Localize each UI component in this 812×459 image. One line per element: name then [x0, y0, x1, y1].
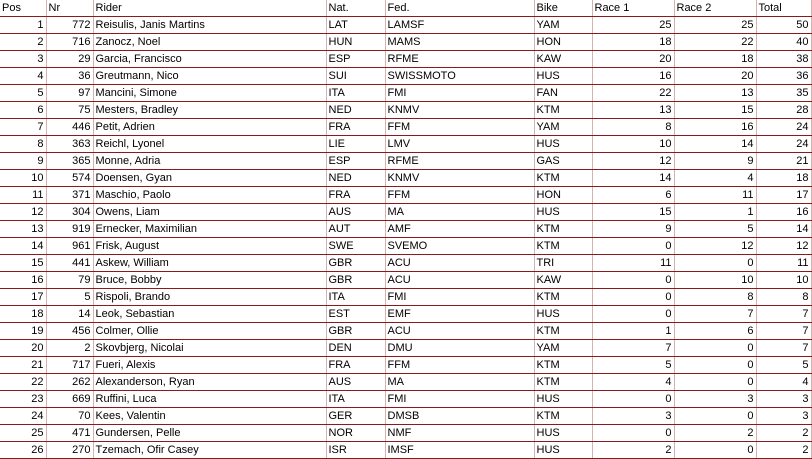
table-row [0, 85, 811, 102]
total-cell: 12 [756, 238, 811, 255]
total-cell: 2 [756, 425, 811, 442]
position-cell: 3 [0, 51, 46, 68]
total-cell: 35 [756, 85, 811, 102]
race-2-cell: 9 [674, 153, 756, 170]
rider-cell: Reisulis, Janis Martins [93, 17, 326, 34]
bike-cell: HUS [534, 204, 592, 221]
race-2-cell: 12 [674, 238, 756, 255]
position-cell: 7 [0, 119, 46, 136]
nationality-cell: AUT [326, 221, 385, 238]
race-2-cell: 11 [674, 187, 756, 204]
header-race-1: Race 1 [592, 0, 674, 17]
total-cell: 7 [756, 306, 811, 323]
total-cell: 5 [756, 357, 811, 374]
federation-cell: LAMSF [385, 17, 534, 34]
total-cell: 16 [756, 204, 811, 221]
nationality-cell: ESP [326, 153, 385, 170]
position-cell: 20 [0, 340, 46, 357]
federation-cell: FFM [385, 357, 534, 374]
federation-cell: RFME [385, 51, 534, 68]
number-cell: 29 [46, 51, 93, 68]
race-2-cell: 0 [674, 408, 756, 425]
nationality-cell: NED [326, 102, 385, 119]
race-1-cell: 9 [592, 221, 674, 238]
federation-cell: FFM [385, 187, 534, 204]
race-1-cell: 0 [592, 306, 674, 323]
table-row [0, 221, 811, 238]
position-cell: 6 [0, 102, 46, 119]
header-bike: Bike [534, 0, 592, 17]
number-cell: 75 [46, 102, 93, 119]
total-cell: 24 [756, 136, 811, 153]
total-cell: 10 [756, 272, 811, 289]
nationality-cell: EST [326, 306, 385, 323]
table-header [0, 0, 811, 17]
rider-cell: Bruce, Bobby [93, 272, 326, 289]
number-cell: 716 [46, 34, 93, 51]
bike-cell: KTM [534, 374, 592, 391]
nationality-cell: GBR [326, 272, 385, 289]
race-1-cell: 25 [592, 17, 674, 34]
total-cell: 8 [756, 289, 811, 306]
bike-cell: YAM [534, 17, 592, 34]
bike-cell: HUS [534, 391, 592, 408]
rider-cell: Colmer, Ollie [93, 323, 326, 340]
federation-cell: NMF [385, 425, 534, 442]
total-cell: 38 [756, 51, 811, 68]
number-cell: 70 [46, 408, 93, 425]
race-2-cell: 2 [674, 425, 756, 442]
race-1-cell: 11 [592, 255, 674, 272]
federation-cell: KNMV [385, 170, 534, 187]
total-cell: 4 [756, 374, 811, 391]
position-cell: 25 [0, 425, 46, 442]
total-cell: 40 [756, 34, 811, 51]
header-pos: Pos [0, 0, 46, 17]
table-row [0, 187, 811, 204]
race-2-cell: 4 [674, 170, 756, 187]
number-cell: 456 [46, 323, 93, 340]
bike-cell: HON [534, 187, 592, 204]
race-1-cell: 7 [592, 340, 674, 357]
nationality-cell: ITA [326, 85, 385, 102]
table-row [0, 68, 811, 85]
position-cell: 22 [0, 374, 46, 391]
nationality-cell: ESP [326, 51, 385, 68]
number-cell: 471 [46, 425, 93, 442]
total-cell: 50 [756, 17, 811, 34]
header-rider: Rider [93, 0, 326, 17]
table-row [0, 289, 811, 306]
race-1-cell: 1 [592, 323, 674, 340]
race-1-cell: 10 [592, 136, 674, 153]
nationality-cell: ISR [326, 442, 385, 459]
federation-cell: ACU [385, 255, 534, 272]
race-2-cell: 3 [674, 391, 756, 408]
federation-cell: ACU [385, 323, 534, 340]
rider-cell: Frisk, August [93, 238, 326, 255]
race-2-cell: 22 [674, 34, 756, 51]
position-cell: 16 [0, 272, 46, 289]
race-1-cell: 15 [592, 204, 674, 221]
bike-cell: KAW [534, 51, 592, 68]
total-cell: 7 [756, 323, 811, 340]
race-2-cell: 10 [674, 272, 756, 289]
bike-cell: KTM [534, 357, 592, 374]
federation-cell: SWISSMOTO [385, 68, 534, 85]
bike-cell: HUS [534, 68, 592, 85]
number-cell: 446 [46, 119, 93, 136]
race-2-cell: 0 [674, 374, 756, 391]
position-cell: 5 [0, 85, 46, 102]
race-2-cell: 16 [674, 119, 756, 136]
position-cell: 24 [0, 408, 46, 425]
position-cell: 1 [0, 17, 46, 34]
table-row [0, 340, 811, 357]
bike-cell: HUS [534, 136, 592, 153]
federation-cell: IMSF [385, 442, 534, 459]
position-cell: 13 [0, 221, 46, 238]
bike-cell: YAM [534, 119, 592, 136]
table-row [0, 272, 811, 289]
nationality-cell: FRA [326, 187, 385, 204]
race-1-cell: 3 [592, 408, 674, 425]
total-cell: 28 [756, 102, 811, 119]
rider-cell: Fueri, Alexis [93, 357, 326, 374]
number-cell: 2 [46, 340, 93, 357]
number-cell: 371 [46, 187, 93, 204]
federation-cell: FFM [385, 119, 534, 136]
race-1-cell: 22 [592, 85, 674, 102]
table-row [0, 170, 811, 187]
rider-cell: Skovbjerg, Nicolai [93, 340, 326, 357]
bike-cell: KTM [534, 408, 592, 425]
position-cell: 14 [0, 238, 46, 255]
header-fed: Fed. [385, 0, 534, 17]
position-cell: 23 [0, 391, 46, 408]
rider-cell: Mancini, Simone [93, 85, 326, 102]
table-row [0, 425, 811, 442]
total-cell: 18 [756, 170, 811, 187]
number-cell: 79 [46, 272, 93, 289]
rider-cell: Petit, Adrien [93, 119, 326, 136]
table-body [0, 17, 811, 459]
race-1-cell: 13 [592, 102, 674, 119]
table-row [0, 255, 811, 272]
nationality-cell: AUS [326, 204, 385, 221]
race-1-cell: 0 [592, 272, 674, 289]
race-2-cell: 14 [674, 136, 756, 153]
race-2-cell: 15 [674, 102, 756, 119]
table-row [0, 408, 811, 425]
table-row [0, 51, 811, 68]
header-total: Total [756, 0, 811, 17]
federation-cell: FMI [385, 289, 534, 306]
nationality-cell: AUS [326, 374, 385, 391]
race-1-cell: 6 [592, 187, 674, 204]
table-row [0, 357, 811, 374]
nationality-cell: FRA [326, 357, 385, 374]
race-2-cell: 20 [674, 68, 756, 85]
nationality-cell: GBR [326, 323, 385, 340]
rider-cell: Garcia, Francisco [93, 51, 326, 68]
table-row [0, 102, 811, 119]
header-race-2: Race 2 [674, 0, 756, 17]
position-cell: 8 [0, 136, 46, 153]
bike-cell: KTM [534, 170, 592, 187]
nationality-cell: ITA [326, 289, 385, 306]
nationality-cell: LIE [326, 136, 385, 153]
total-cell: 2 [756, 442, 811, 459]
race-2-cell: 0 [674, 340, 756, 357]
federation-cell: FMI [385, 85, 534, 102]
table-row [0, 119, 811, 136]
position-cell: 10 [0, 170, 46, 187]
number-cell: 270 [46, 442, 93, 459]
number-cell: 363 [46, 136, 93, 153]
position-cell: 21 [0, 357, 46, 374]
race-2-cell: 0 [674, 255, 756, 272]
total-cell: 3 [756, 391, 811, 408]
race-2-cell: 8 [674, 289, 756, 306]
bike-cell: KAW [534, 272, 592, 289]
table-row [0, 204, 811, 221]
position-cell: 15 [0, 255, 46, 272]
number-cell: 717 [46, 357, 93, 374]
bike-cell: KTM [534, 102, 592, 119]
bike-cell: KTM [534, 221, 592, 238]
race-2-cell: 13 [674, 85, 756, 102]
bike-cell: HUS [534, 425, 592, 442]
race-1-cell: 5 [592, 357, 674, 374]
nationality-cell: ITA [326, 391, 385, 408]
number-cell: 14 [46, 306, 93, 323]
rider-cell: Maschio, Paolo [93, 187, 326, 204]
federation-cell: DMSB [385, 408, 534, 425]
number-cell: 574 [46, 170, 93, 187]
rider-cell: Doensen, Gyan [93, 170, 326, 187]
rider-cell: Owens, Liam [93, 204, 326, 221]
nationality-cell: SWE [326, 238, 385, 255]
number-cell: 669 [46, 391, 93, 408]
federation-cell: EMF [385, 306, 534, 323]
position-cell: 4 [0, 68, 46, 85]
table-row [0, 34, 811, 51]
number-cell: 365 [46, 153, 93, 170]
federation-cell: KNMV [385, 102, 534, 119]
position-cell: 12 [0, 204, 46, 221]
race-1-cell: 4 [592, 374, 674, 391]
nationality-cell: GBR [326, 255, 385, 272]
nationality-cell: SUI [326, 68, 385, 85]
nationality-cell: DEN [326, 340, 385, 357]
total-cell: 36 [756, 68, 811, 85]
table-row [0, 442, 811, 459]
federation-cell: AMF [385, 221, 534, 238]
total-cell: 21 [756, 153, 811, 170]
position-cell: 9 [0, 153, 46, 170]
race-1-cell: 16 [592, 68, 674, 85]
nationality-cell: NED [326, 170, 385, 187]
federation-cell: MAMS [385, 34, 534, 51]
table-row [0, 306, 811, 323]
race-2-cell: 0 [674, 442, 756, 459]
table-row [0, 374, 811, 391]
bike-cell: YAM [534, 340, 592, 357]
federation-cell: RFME [385, 153, 534, 170]
race-1-cell: 12 [592, 153, 674, 170]
table-row [0, 17, 811, 34]
number-cell: 304 [46, 204, 93, 221]
header-nr: Nr [46, 0, 93, 17]
total-cell: 24 [756, 119, 811, 136]
position-cell: 26 [0, 442, 46, 459]
total-cell: 17 [756, 187, 811, 204]
race-2-cell: 18 [674, 51, 756, 68]
race-1-cell: 2 [592, 442, 674, 459]
header-row [0, 0, 811, 17]
federation-cell: FMI [385, 391, 534, 408]
race-2-cell: 7 [674, 306, 756, 323]
race-1-cell: 14 [592, 170, 674, 187]
number-cell: 961 [46, 238, 93, 255]
bike-cell: HON [534, 34, 592, 51]
total-cell: 3 [756, 408, 811, 425]
rider-cell: Mesters, Bradley [93, 102, 326, 119]
rider-cell: Reichl, Lyonel [93, 136, 326, 153]
rider-cell: Tzemach, Ofir Casey [93, 442, 326, 459]
number-cell: 5 [46, 289, 93, 306]
number-cell: 262 [46, 374, 93, 391]
total-cell: 14 [756, 221, 811, 238]
nationality-cell: GER [326, 408, 385, 425]
race-2-cell: 0 [674, 357, 756, 374]
rider-cell: Rispoli, Brando [93, 289, 326, 306]
table-row [0, 136, 811, 153]
table-row [0, 153, 811, 170]
nationality-cell: HUN [326, 34, 385, 51]
race-1-cell: 0 [592, 289, 674, 306]
bike-cell: KTM [534, 323, 592, 340]
position-cell: 19 [0, 323, 46, 340]
race-2-cell: 6 [674, 323, 756, 340]
table-row [0, 323, 811, 340]
nationality-cell: LAT [326, 17, 385, 34]
position-cell: 11 [0, 187, 46, 204]
race-1-cell: 20 [592, 51, 674, 68]
federation-cell: MA [385, 374, 534, 391]
bike-cell: KTM [534, 289, 592, 306]
rider-cell: Alexanderson, Ryan [93, 374, 326, 391]
bike-cell: FAN [534, 85, 592, 102]
total-cell: 11 [756, 255, 811, 272]
rider-cell: Ernecker, Maximilian [93, 221, 326, 238]
bike-cell: GAS [534, 153, 592, 170]
number-cell: 919 [46, 221, 93, 238]
bike-cell: HUS [534, 306, 592, 323]
race-2-cell: 25 [674, 17, 756, 34]
federation-cell: ACU [385, 272, 534, 289]
race-2-cell: 1 [674, 204, 756, 221]
federation-cell: SVEMO [385, 238, 534, 255]
number-cell: 97 [46, 85, 93, 102]
rider-cell: Zanocz, Noel [93, 34, 326, 51]
federation-cell: LMV [385, 136, 534, 153]
bike-cell: KTM [534, 238, 592, 255]
rider-cell: Monne, Adria [93, 153, 326, 170]
number-cell: 36 [46, 68, 93, 85]
table-row [0, 391, 811, 408]
federation-cell: DMU [385, 340, 534, 357]
nationality-cell: NOR [326, 425, 385, 442]
race-1-cell: 0 [592, 391, 674, 408]
rider-cell: Askew, William [93, 255, 326, 272]
federation-cell: MA [385, 204, 534, 221]
race-1-cell: 18 [592, 34, 674, 51]
number-cell: 772 [46, 17, 93, 34]
rider-cell: Gundersen, Pelle [93, 425, 326, 442]
table-row [0, 238, 811, 255]
race-2-cell: 5 [674, 221, 756, 238]
race-1-cell: 0 [592, 238, 674, 255]
header-nat: Nat. [326, 0, 385, 17]
number-cell: 441 [46, 255, 93, 272]
position-cell: 17 [0, 289, 46, 306]
position-cell: 18 [0, 306, 46, 323]
rider-cell: Kees, Valentin [93, 408, 326, 425]
position-cell: 2 [0, 34, 46, 51]
rider-cell: Ruffini, Luca [93, 391, 326, 408]
race-1-cell: 8 [592, 119, 674, 136]
rider-cell: Greutmann, Nico [93, 68, 326, 85]
total-cell: 7 [756, 340, 811, 357]
bike-cell: TRI [534, 255, 592, 272]
bike-cell: HUS [534, 442, 592, 459]
rider-cell: Leok, Sebastian [93, 306, 326, 323]
nationality-cell: FRA [326, 119, 385, 136]
race-1-cell: 0 [592, 425, 674, 442]
